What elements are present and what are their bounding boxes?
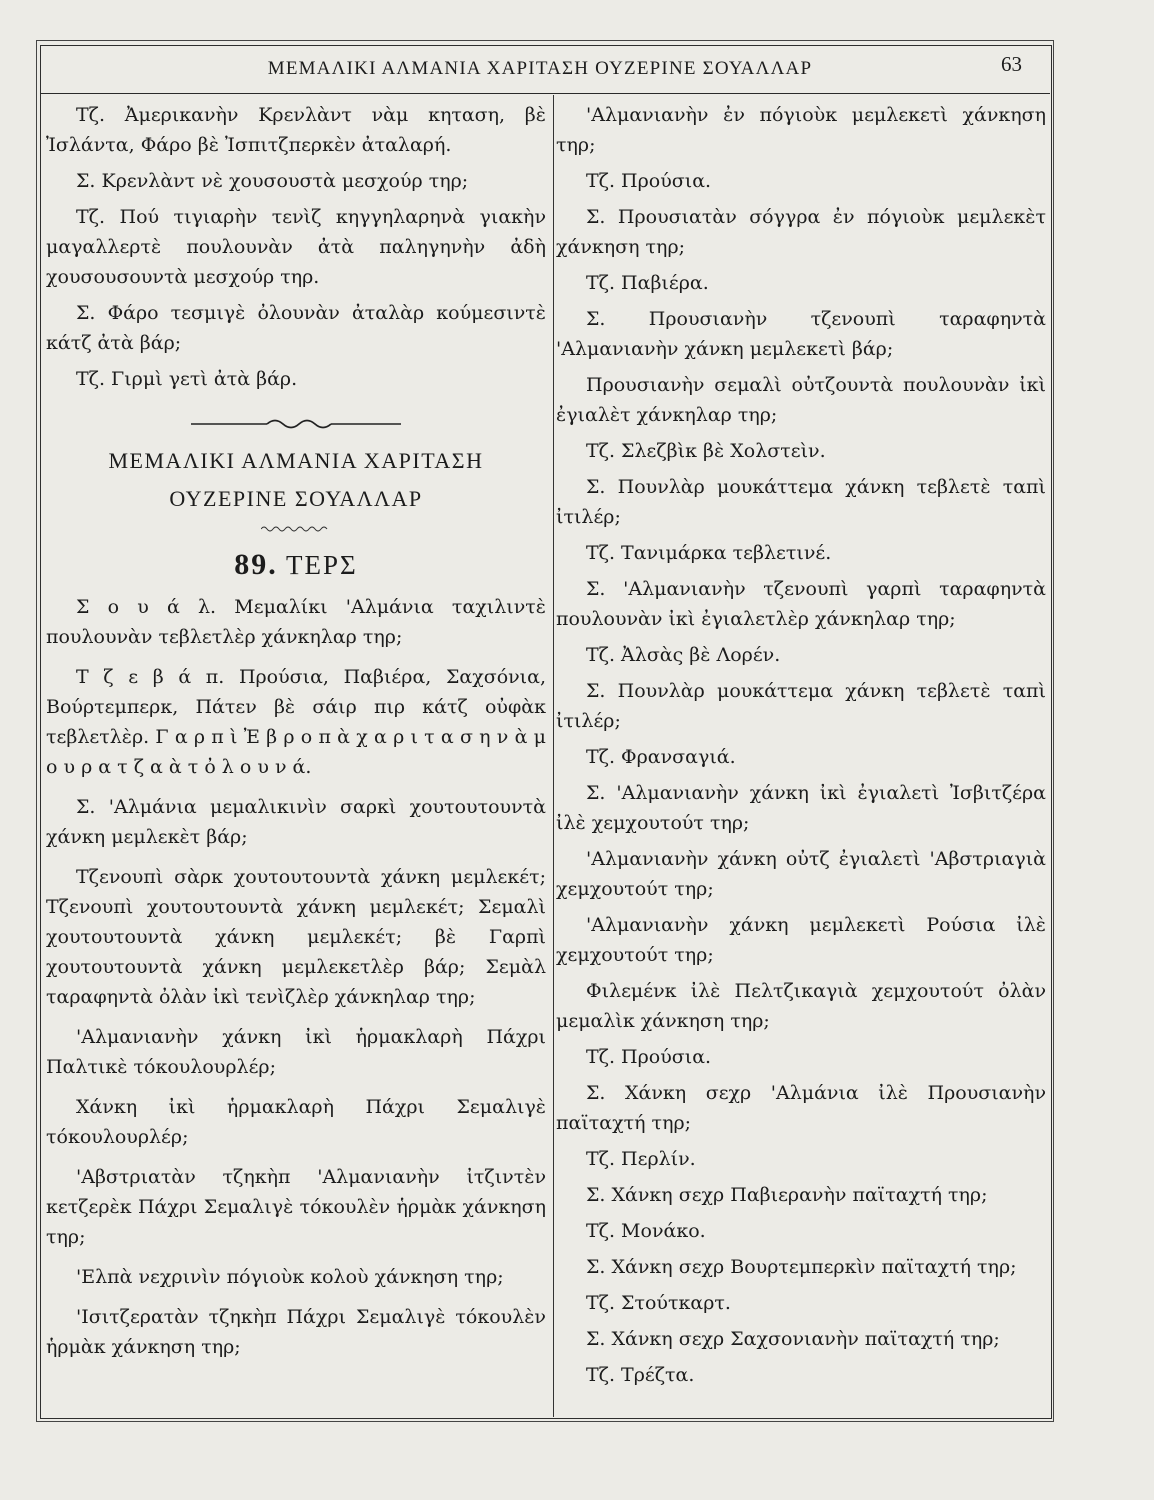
lesson-number: 89. [234,548,278,581]
section-title-line-1: ΜΕΜΑΛΙΚΙ ΑΛΜΑΝΙΑ ΧΑΡΙΤΑΣΗ [108,448,484,473]
paragraph: Σ. 'Αλμανιανὴν χάνκη ἰκὶ ἐγιαλετὶ Ἰσβιτζέρα ἰλὲ χεμχουτούτ τηρ; [556,782,1046,834]
paragraph: Τζ. Παβιέρα. [586,272,709,294]
paragraph: Προυσιανὴν σεμαλὶ οὐτζουντὰ πουλουνὰν ἰκὶ ἐγιαλὲτ χάνκηλαρ τηρ; [556,374,1046,426]
paragraph: Χάνκη ἰκὶ ἡρμακλαρὴ Πάχρι Σεμαλιγὲ τόκουλουρλέρ; [46,1096,546,1148]
paragraph: Φιλεμένκ ἰλὲ Πελτζικαγιὰ χεμχουτούτ ὀλὰν μεμαλὶκ χάνκηση τηρ; [556,980,1046,1032]
paragraph: 'Αλμανιανὴν ἐν πόγιοὺκ μεμλεκετὶ χάνκηση τηρ; [556,104,1046,156]
paragraph: Σ ο υ ά λ. Μεμαλίκι 'Αλμάνια ταχιλιντὲ πουλουνὰν τεβλετλὲρ χάνκηλαρ τηρ; [46,596,546,648]
paragraph: Σ. Προυσιατὰν σόγγρα ἐν πόγιοὺκ μεμλεκὲτ χάνκηση τηρ; [556,206,1046,258]
paragraph: Σ. Πουνλὰρ μουκάττεμα χάνκη τεβλετὲ ταπὶ ἰτιλέρ; [556,476,1046,528]
section-title-line-2: ΟΥΖΕΡΙΝΕ ΣΟΥΑΛΛΑΡ [169,486,423,511]
paragraph: Τζ. Τανιμάρκα τεβλετινέ. [586,542,832,564]
page-number: 63 [1001,52,1022,76]
ornament-divider-icon [191,416,401,432]
paragraph: Τζ. Τρέζτα. [586,1364,695,1386]
lesson-heading [46,548,546,582]
lesson-title: ΤΕΡΣ [286,550,358,580]
paragraph: 'Ισιτζερατὰν τζηκὴπ Πάχρι Σεμαλιγὲ τόκουλὲν ἡρμὰκ χάνκηση τηρ; [46,1306,546,1358]
paragraph: Τζ. Περλίν. [586,1148,696,1170]
paragraph: Σ. Φάρο τεσμιγὲ ὀλουνὰν ἀταλὰρ κούμεσιντὲ κάτζ ἀτὰ βάρ; [46,302,546,354]
paragraph: Τζ. Ἀμερικανὴν Κρενλὰντ νὰμ κηταση, βὲ Ἰσλάντα, Φάρο βὲ Ἰσπιτζπερκὲν ἀταλαρή. [46,104,546,156]
wavy-rule-icon [261,524,331,534]
paragraph: Σ. Πουνλὰρ μουκάττεμα χάνκη τεβλετὲ ταπὶ ἰτιλέρ; [556,680,1046,732]
paragraph: Τζ. Προύσια. [586,1046,712,1068]
paragraph: Τζ. Προύσια. [586,170,712,192]
right-column [556,100,1046,1396]
paragraph: Τ ζ ε β ά π. Προύσια, Παβιέρα, Σαχσόνια, Βούρτεμπερκ, Πάτεν βὲ σάιρ πιρ κάτζ οὐφὰκ τεβλετλὲρ. Γ α ρ π ὶ Ἐ β ρ ο π ὰ χ α ρ ι τ α σ η ν ὰ μ ο υ ρ α τ ζ α ὰ τ ὀ λ ο υ ν ά. [46,666,546,778]
column-divider [553,95,554,1417]
paragraph: Σ. Χάνκη σεχρ Παβιερανὴν παϊταχτή τηρ; [586,1184,988,1206]
paragraph: Τζενουπὶ σὰρκ χουτουτουντὰ χάνκη μεμλεκέτ; Τζενουπὶ χουτουτουντὰ χάνκη μεμλεκέτ; Σεμαλὶ χουτουτουντὰ χάνκη μεμλεκέτ; βὲ Γαρπὶ χουτουτουντὰ χάνκη μεμλεκετλὲρ βάρ; Σεμὰλ ταραφηντὰ ὀλὰν ἰκὶ τενὶζλὲρ χάνκηλαρ τηρ; [46,866,546,1008]
paragraph: Σ. 'Αλμανιανὴν τζενουπὶ γαρπὶ ταραφηντὰ πουλουνὰν ἰκὶ ἐγιαλετλὲρ χάνκηλαρ τηρ; [556,578,1046,630]
paragraph: 'Αλμανιανὴν χάνκη ἰκὶ ἡρμακλαρὴ Πάχρι Παλτικὲ τόκουλουρλέρ; [46,1026,546,1078]
paragraph: 'Ελπὰ νεχρινὶν πόγιοὺκ κολοὺ χάνκηση τηρ; [76,1266,504,1288]
paragraph: Σ. Χάνκη σεχρ Βουρτεμπερκὶν παϊταχτή τηρ; [586,1256,1017,1278]
paragraph: Σ. Χάνκη σεχρ Σαχσονιανὴν παϊταχτή τηρ; [586,1328,1000,1350]
paragraph: Σ. Χάνκη σεχρ 'Αλμάνια ἰλὲ Προυσιανὴν παϊταχτή τηρ; [556,1082,1046,1134]
running-header-title: ΜΕΜΑΛΙΚΙ ΑΛΜΑΝΙΑ ΧΑΡΙΤΑΣΗ ΟΥΖΕΡΙΝΕ ΣΟΥΑΛΛΑΡ [267,58,813,79]
paragraph: 'Αλμανιανὴν χάνκη μεμλεκετὶ Ρούσια ἰλὲ χεμχουτούτ τηρ; [556,914,1046,966]
paragraph: Τζ. Γιρμὶ γετὶ ἀτὰ βάρ. [76,368,298,390]
paragraph: Τζ. Μονάκο. [586,1220,706,1242]
paragraph: Τζ. Σλεζβὶκ βὲ Χολστεὶν. [586,440,826,462]
paragraph: Τζ. Πού τιγιαρὴν τενὶζ κηγγηλαρηνὰ γιακὴν μαγαλλερτὲ πουλουνὰν ἀτὰ παληγηνὴν ἀδὴ χουσουσουντὰ μεσχούρ τηρ. [46,206,546,288]
paragraph: Τζ. Στούτκαρτ. [586,1292,731,1314]
paragraph: 'Αβστριατὰν τζηκὴπ 'Αλμανιανὴν ἰτζιντὲν κετζερὲκ Πάχρι Σεμαλιγὲ τόκουλὲν ἡρμὰκ χάνκηση τηρ; [46,1166,546,1248]
paragraph: Τζ. Φρανσαγιά. [586,746,736,768]
paragraph: Σ. Προυσιανὴν τζενουπὶ ταραφηντὰ 'Αλμανιανὴν χάνκη μεμλεκετὶ βάρ; [556,308,1046,360]
paragraph: Σ. Κρενλὰντ νὲ χουσουστὰ μεσχούρ τηρ; [76,170,469,192]
paragraph: 'Αλμανιανὴν χάνκη οὐτζ ἐγιαλετὶ 'Αβστριαγιὰ χεμχουτούτ τηρ; [556,848,1046,900]
paragraph: Σ. 'Αλμάνια μεμαλικινὶν σαρκὶ χουτουτουντὰ χάνκη μεμλεκὲτ βάρ; [46,796,546,848]
header-rule [40,93,1050,94]
left-column [46,100,546,1372]
paragraph: Τζ. Ἀλσὰς βὲ Λορέν. [586,644,781,666]
